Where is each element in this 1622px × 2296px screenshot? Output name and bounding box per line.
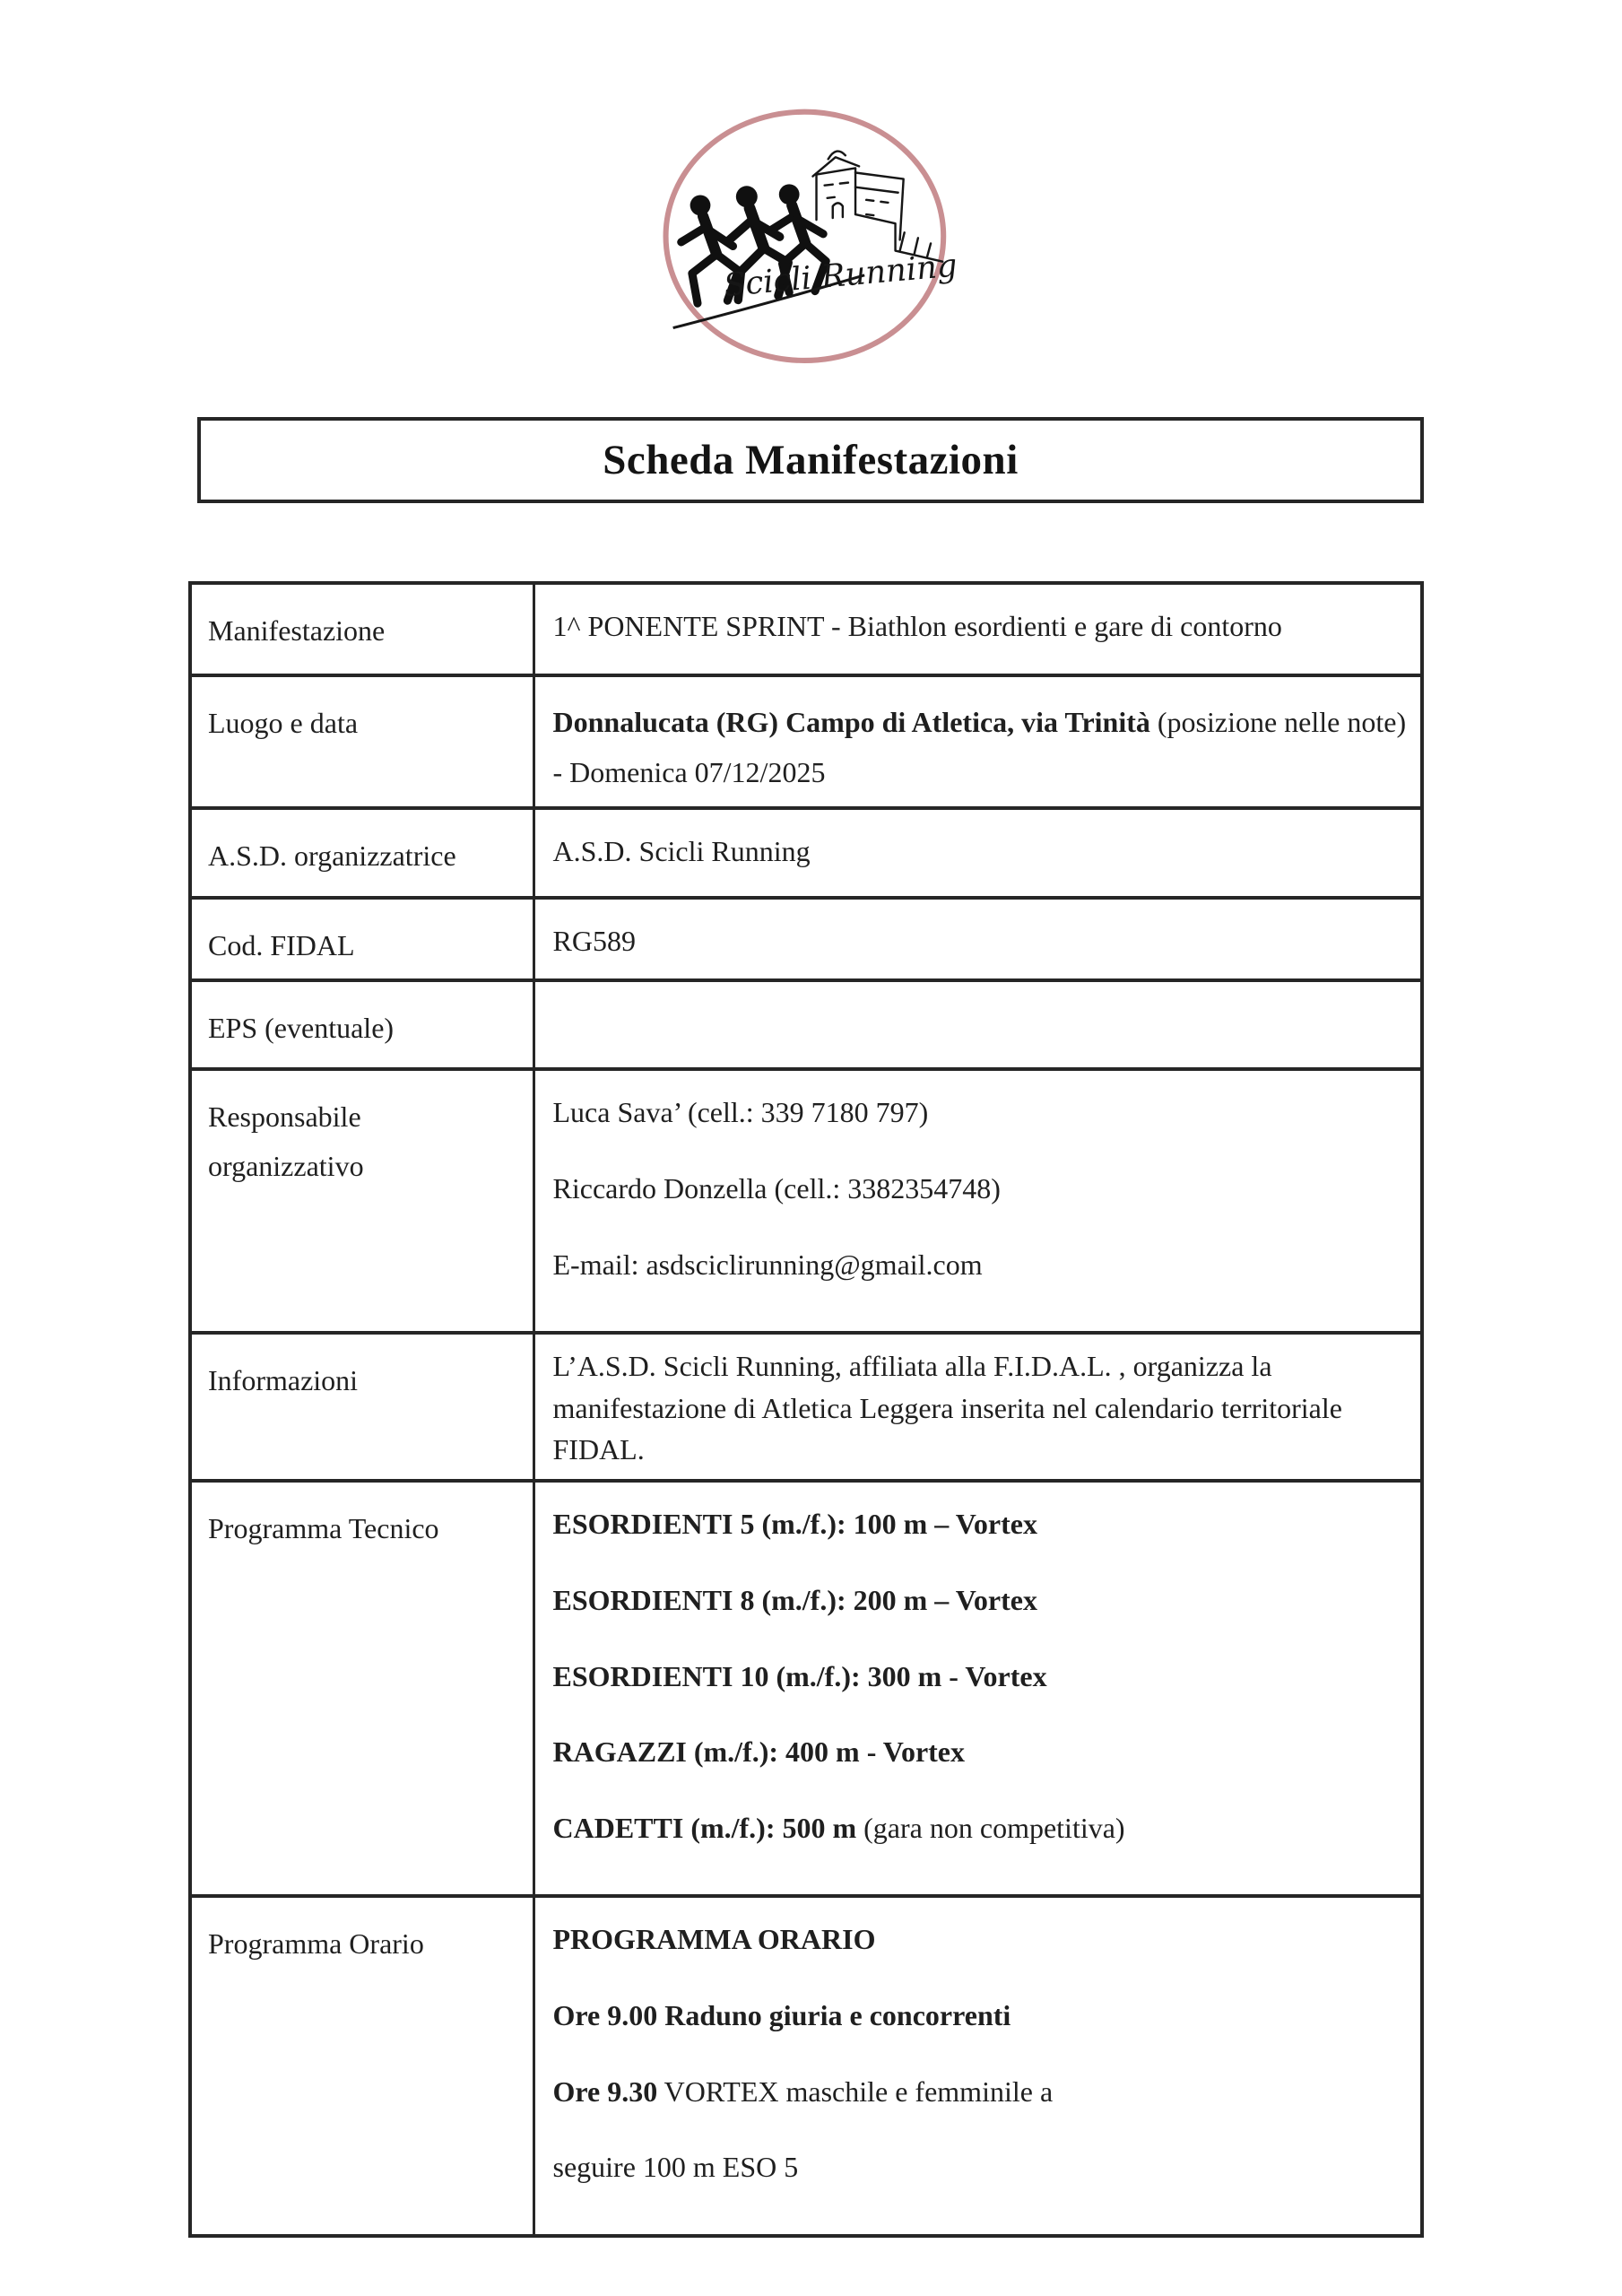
row-value <box>533 980 1422 1069</box>
value-paragraph <box>553 2149 1412 2187</box>
title-box <box>197 417 1424 503</box>
value-paragraph <box>553 604 1412 648</box>
value-text-bold: ESORDIENTI 5 (m./f.): 100 m – Vortex <box>552 1508 1037 1541</box>
value-paragraph <box>553 1345 1412 1470</box>
value-paragraph <box>553 919 1412 962</box>
row-label: Luogo e data <box>190 675 533 808</box>
value-paragraph <box>553 1734 1412 1771</box>
row-label: EPS (eventuale) <box>190 980 533 1069</box>
value-text-bold: Ore 9.30 <box>552 2074 658 2108</box>
row-label: Responsabile organizzativo <box>190 1069 533 1333</box>
value-paragraph <box>553 1247 1412 1284</box>
value-paragraph <box>553 1810 1412 1848</box>
row-value <box>533 808 1422 898</box>
value-text: (posizione nelle note) - Domenica 07/12/2025 <box>552 706 1407 788</box>
table-row <box>190 898 1422 980</box>
row-label: Programma Orario <box>190 1896 533 2235</box>
table-row <box>190 1333 1422 1481</box>
value-paragraph <box>553 1094 1412 1132</box>
value-paragraph <box>553 1997 1412 2035</box>
value-paragraph <box>553 1582 1412 1620</box>
value-paragraph <box>553 1921 1412 1959</box>
row-label: Informazioni <box>190 1333 533 1481</box>
value-text-bold: RAGAZZI (m./f.): 400 m - Vortex <box>552 1735 965 1769</box>
info-table-body <box>190 583 1422 2236</box>
row-value <box>533 1069 1422 1333</box>
value-paragraph <box>553 1506 1412 1544</box>
value-text: Riccardo Donzella (cell.: 3382354748) <box>552 1171 1001 1205</box>
row-value <box>533 898 1422 980</box>
value-paragraph <box>553 1170 1412 1208</box>
value-text: Luca Sava’ (cell.: 339 7180 797) <box>552 1096 929 1129</box>
value-text-bold: ESORDIENTI 10 (m./f.): 300 m - Vortex <box>552 1659 1047 1692</box>
event-info-table <box>188 581 1424 2238</box>
value-paragraph <box>553 830 1412 873</box>
table-row <box>190 980 1422 1069</box>
row-label: Manifestazione <box>190 583 533 675</box>
value-text-bold: ESORDIENTI 8 (m./f.): 200 m – Vortex <box>552 1583 1037 1616</box>
table-row <box>190 808 1422 898</box>
value-text: L’A.S.D. Scicli Running, affiliata alla F.I.D.A.L. , organizza la manifestazione di Atletica Leggera inserita nel calendario territoriale FIDAL. <box>552 1350 1342 1465</box>
value-text: E-mail: asdsciclirunning@gmail.com <box>552 1248 983 1281</box>
value-text: VORTEX maschile e femminile a <box>657 2074 1054 2108</box>
value-paragraph <box>553 1658 1412 1696</box>
row-value <box>533 1333 1422 1481</box>
row-label: Programma Tecnico <box>190 1481 533 1896</box>
club-logo <box>623 103 1004 395</box>
row-value <box>533 1481 1422 1896</box>
value-text-bold: Ore 9.00 Raduno giuria e concorrenti <box>552 1998 1011 2031</box>
logo-text: Scicli Running <box>722 247 959 305</box>
value-text-bold: PROGRAMMA ORARIO <box>552 1923 876 1956</box>
table-row <box>190 1481 1422 1896</box>
table-row <box>190 675 1422 808</box>
row-value <box>533 583 1422 675</box>
value-text-bold: CADETTI (m./f.): 500 m <box>552 1811 857 1844</box>
table-row <box>190 583 1422 675</box>
value-text: (gara non competitiva) <box>856 1811 1125 1844</box>
row-label: A.S.D. organizzatrice <box>190 808 533 898</box>
value-text: seguire 100 m ESO 5 <box>552 2151 799 2184</box>
value-paragraph <box>553 2074 1412 2111</box>
row-value <box>533 1896 1422 2235</box>
value-text: 1^ PONENTE SPRINT - Biathlon esordienti e gare di contorno <box>552 610 1282 642</box>
table-row <box>190 1069 1422 1333</box>
page-title: Scheda Manifestazioni <box>603 437 1019 483</box>
table-row <box>190 1896 1422 2235</box>
value-text: A.S.D. Scicli Running <box>552 835 811 867</box>
row-label: Cod. FIDAL <box>190 898 533 980</box>
value-text-bold: Donnalucata (RG) Campo di Atletica, via Trinità <box>552 706 1150 738</box>
value-text: RG589 <box>552 925 636 957</box>
row-value <box>533 675 1422 808</box>
club-logo-graphic <box>623 103 1004 395</box>
value-paragraph <box>553 697 1412 797</box>
